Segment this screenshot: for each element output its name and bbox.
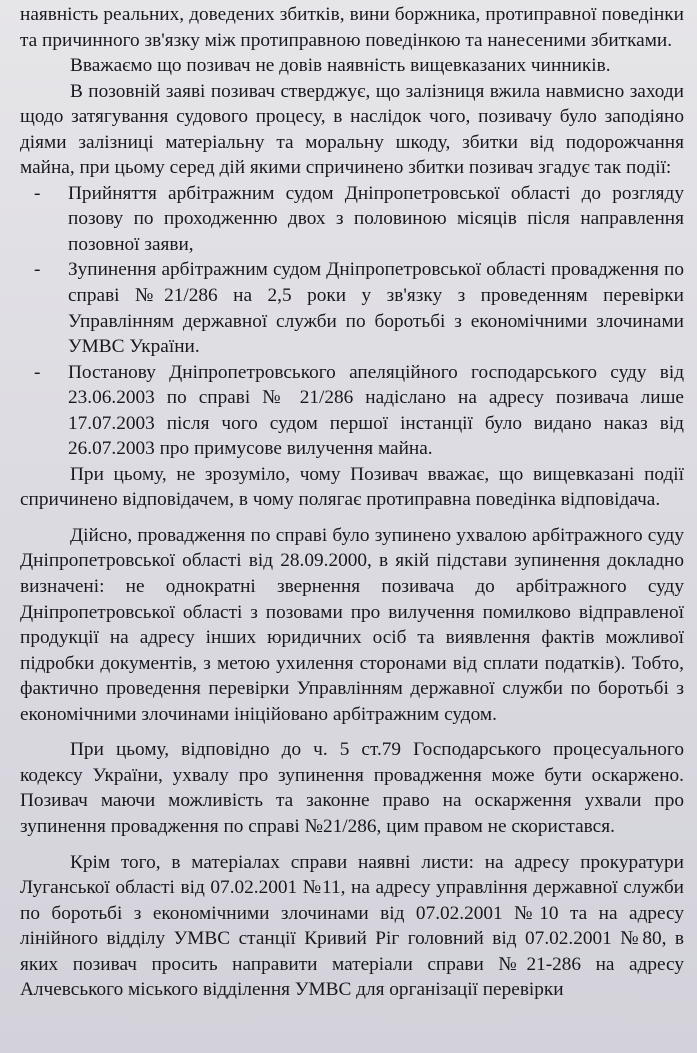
list-item-text: Зупинення арбітражним судом Дніпропетровської області провадження по справі №21/286 на 2,5 роки у зв'язку з проведенням перевірки Управлінням державної служби по боротьбі з економічними злочинами УМВС України. xyxy=(68,259,684,358)
list-item-text: Прийняття арбітражним судом Дніпропетровської області до розгляду позову по проходженню двох з половиною місяців після направлення позовної заяви, xyxy=(68,182,684,255)
paragraph-proceedings-suspended: Дійсно, провадження по справі було зупинено ухвалою арбітражного суду Дніпропетровської області від 28.09.2000, в якій підстави зупинення докладно визначені: не однократні звернення позивача до арбітражного суду Дніпропетровської області з позовами про вилучення помилково відправленої продукції на адресу інших юридичних осіб та виявлення фактів можливої підробки документів, з метою ухилення сторонами від сплати податків). Тобто, фактично проведення перевірки Управлінням державної служби по боротьбі з економічними злочинами ініційовано арбітражним судом. xyxy=(20,524,684,725)
list-bullet-dash: - xyxy=(34,259,41,281)
paragraph-continuation: наявність реальних, доведених збитків, вини боржника, протиправної поведінки та причинного зв'язку між протиправною поведінкою та нанесеними збитками. xyxy=(20,4,684,51)
document-page xyxy=(20,2,684,1003)
list-item xyxy=(20,257,684,359)
list-bullet-dash: - xyxy=(34,361,41,383)
paragraph-letters: Крім того, в матеріалах справи наявні листи: на адресу прокуратури Луганської області від 07.02.2001 №11, на адресу управління державної служби по боротьбі з економічними злочинами від 07.02.2001 №10 та на адресу лінійного відділу УМВС станції Кривий Ріг головний від 07.02.2001 №80, в яких позивач просить направити матеріали справи №21-286 на адресу Алчевського міського відділення УМВС для організації перевірки xyxy=(20,851,684,1001)
paragraph-plaintiff-statement: В позовній заяві позивач стверджує, що залізниця вжила навмисно заходи щодо затягування судового процесу, в наслідок чого, позивачу було заподіяно діями залізниці матеріальну та моральну шкоду, збитки від подорожчання майна, при цьому серед дій якими спричинено збитки позивач згадує так події: xyxy=(20,80,684,179)
list-item xyxy=(20,181,684,258)
list-item xyxy=(20,360,684,462)
paragraph-claim-unproven: Вважаємо що позивач не довів наявність вищевказаних чинників. xyxy=(70,55,611,77)
paragraph-unclear-cause: При цьому, не зрозуміло, чому Позивач вважає, що вищевказані події спричинено відповідачем, в чому полягає протиправна поведінка відповідача. xyxy=(20,463,684,511)
list-item-text: Постанову Дніпропетровського апеляційного господарського суду від 23.06.2003 по справі № 21/286 надіслано на адресу позивача лише 17.07.2003 після чого судом першої інстанції було видано наказ від 26.07.2003 про примусове вилучення майна. xyxy=(68,361,684,460)
list-bullet-dash: - xyxy=(34,182,41,204)
events-list xyxy=(20,181,684,462)
paragraph-appeal-right: При цьому, відповідно до ч. 5 ст.79 Господарського процесуального кодексу України, ухвалу про зупинення провадження може бути оскаржено. Позивач маючи можливість та законне право на оскарження ухвали про зупинення провадження по справі №21/286, цим правом не скористався. xyxy=(20,739,684,837)
